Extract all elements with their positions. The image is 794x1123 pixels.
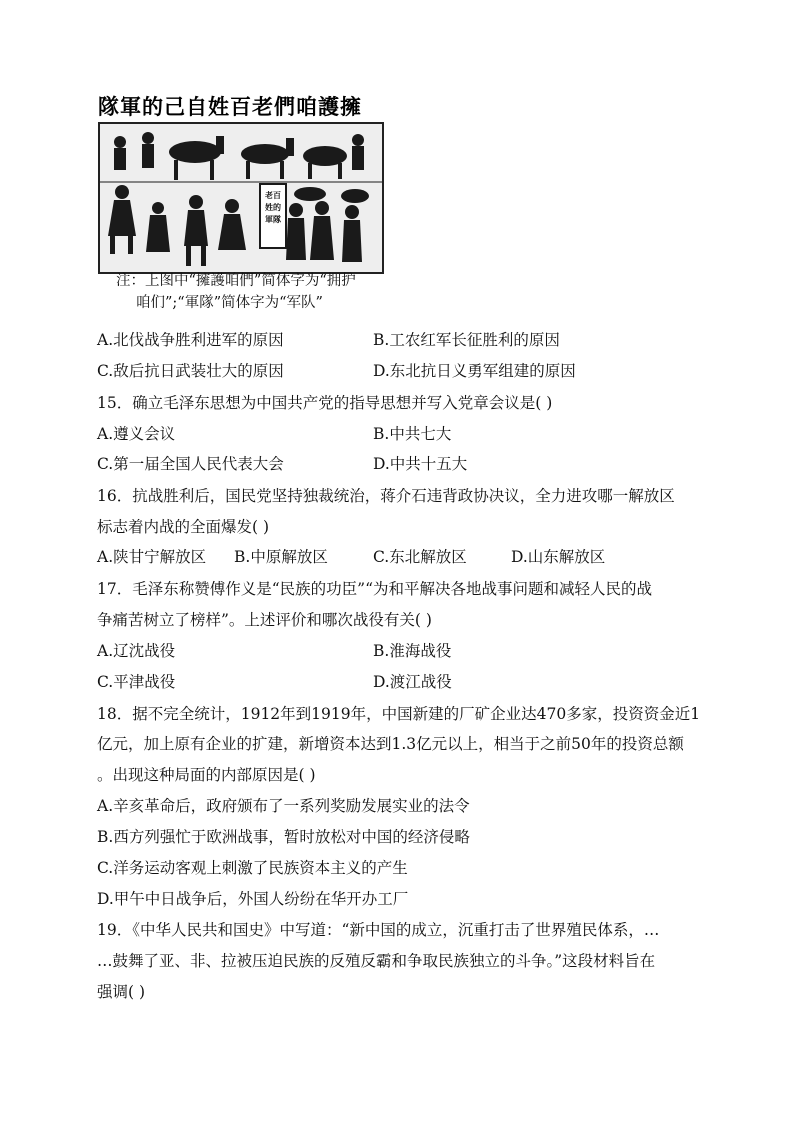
q19-stem-line3: 强调( ) bbox=[97, 983, 146, 1001]
q17-option-d: D.渡江战役 bbox=[373, 673, 452, 691]
q17-option-c: C.平津战役 bbox=[97, 673, 176, 691]
q18-stem-line3: 。出现这种局面的内部原因是( ) bbox=[97, 766, 316, 784]
figure-note-line2: 咱们”;“軍隊”简体字为“军队” bbox=[136, 295, 323, 311]
q17-stem-line2: 争痛苦树立了榜样”。上述评价和哪次战役有关( ) bbox=[97, 611, 432, 629]
q18-option-c: C.洋务运动客观上刺激了民族资本主义的产生 bbox=[97, 859, 408, 877]
q19-stem-line1: 19．《中华人民共和国史》中写道：“新中国的成立，沉重打击了世界殖民体系，… bbox=[97, 921, 660, 939]
q16-stem-line1: 16．抗战胜利后，国民党坚持独裁统治，蒋介石违背政协决议，全力进攻哪一解放区 bbox=[97, 487, 675, 505]
q16-option-c: C.东北解放区 bbox=[373, 548, 467, 566]
q14-option-b: B.工农红军长征胜利的原因 bbox=[373, 331, 560, 349]
q15-stem: 15．确立毛泽东思想为中国共产党的指导思想并写入党章会议是( ) bbox=[97, 394, 553, 412]
banner-text-2: 姓的 bbox=[265, 203, 281, 212]
q18-stem-line2: 亿元，加上原有企业的扩建，新增资本达到1.3亿元以上，相当于之前50年的投资总额 bbox=[97, 735, 684, 753]
woodcut-illustration bbox=[100, 124, 382, 272]
q14-option-d: D.东北抗日义勇军组建的原因 bbox=[373, 362, 576, 380]
woodcut-image bbox=[98, 122, 384, 274]
q15-option-d: D.中共十五大 bbox=[373, 455, 468, 473]
figure-title: 隊軍的己自姓百老們咱護擁 bbox=[98, 95, 362, 119]
q18-option-a: A.辛亥革命后，政府颁布了一系列奖励发展实业的法令 bbox=[97, 797, 470, 815]
banner-text-3: 軍隊 bbox=[265, 215, 281, 224]
q17-option-b: B.淮海战役 bbox=[373, 642, 452, 660]
q17-stem-line1: 17．毛泽东称赞傅作义是“民族的功臣”“为和平解决各地战事问题和减轻人民的战 bbox=[97, 580, 652, 598]
woodcut-figure bbox=[98, 94, 382, 272]
q17-option-a: A.辽沈战役 bbox=[97, 642, 176, 660]
q16-option-d: D.山东解放区 bbox=[511, 548, 606, 566]
q15-option-b: B.中共七大 bbox=[373, 425, 452, 443]
q15-option-c: C.第一届全国人民代表大会 bbox=[97, 455, 284, 473]
q16-stem-line2: 标志着内战的全面爆发( ) bbox=[97, 518, 270, 536]
q18-stem-line1: 18．据不完全统计，1912年到1919年，中国新建的厂矿企业达470多家，投资资金近1 bbox=[97, 705, 701, 723]
q14-option-a: A.北伐战争胜利进军的原因 bbox=[97, 331, 284, 349]
q16-option-a: A.陕甘宁解放区 bbox=[97, 548, 207, 566]
q19-stem-line2: …鼓舞了亚、非、拉被压迫民族的反殖反霸和争取民族独立的斗争。”这段材料旨在 bbox=[97, 952, 656, 970]
q16-option-b: B.中原解放区 bbox=[234, 548, 328, 566]
figure-note-line1: 注：上图中“擁護咱們”简体字为“拥护 bbox=[116, 273, 356, 289]
banner-text-1: 老百 bbox=[265, 191, 281, 200]
q18-option-b: B.西方列强忙于欧洲战事，暂时放松对中国的经济侵略 bbox=[97, 828, 470, 846]
q15-option-a: A.遵义会议 bbox=[97, 425, 176, 443]
q18-option-d: D.甲午中日战争后，外国人纷纷在华开办工厂 bbox=[97, 890, 409, 908]
q14-option-c: C.敌后抗日武装壮大的原因 bbox=[97, 362, 284, 380]
